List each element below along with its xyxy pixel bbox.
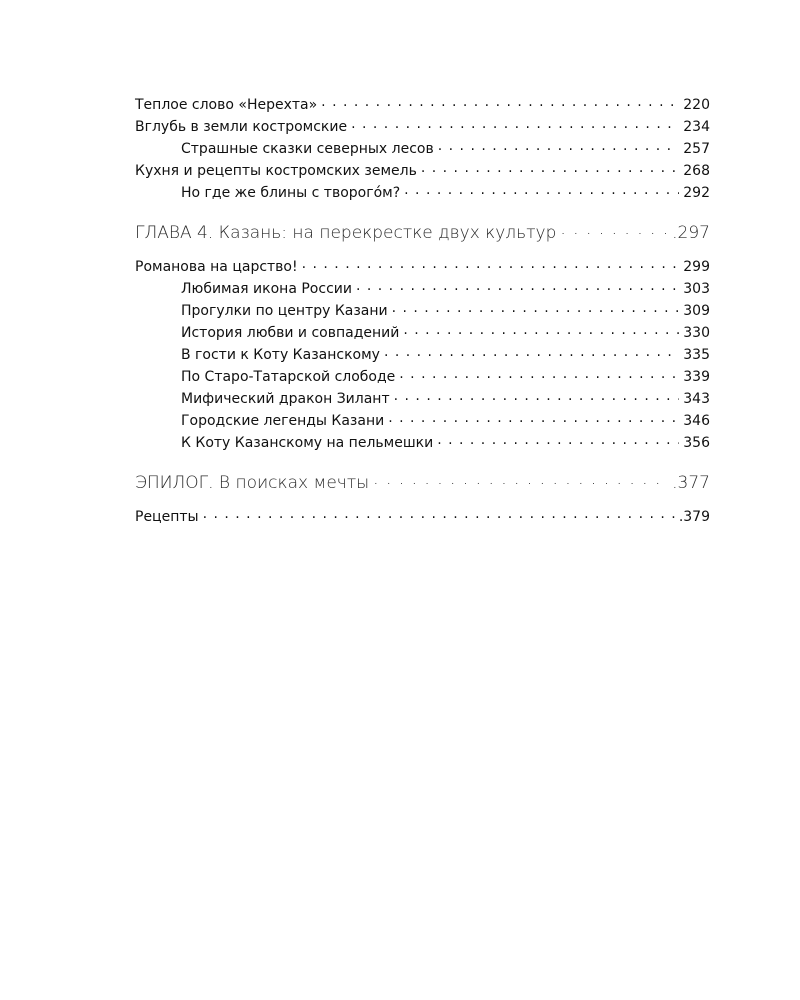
toc-entry-title: К Коту Казанскому на пельмешки (181, 435, 434, 451)
dot-leader (399, 367, 679, 381)
spacer (135, 454, 710, 468)
dot-leader (351, 117, 679, 131)
toc-entry-page: 343 (683, 391, 710, 407)
dot-leader (302, 257, 680, 271)
toc-entry (135, 94, 710, 116)
dot-leader (203, 507, 675, 521)
dot-leader (392, 301, 680, 315)
dot-leader (394, 389, 680, 403)
toc-entry (135, 160, 710, 182)
table-of-contents (135, 94, 710, 528)
toc-entry-page: 303 (683, 281, 710, 297)
toc-entry-title: Страшные сказки северных лесов (181, 141, 434, 157)
toc-entry-title: В гости к Коту Казанскому (181, 347, 380, 363)
toc-entry-title: Любимая икона России (181, 281, 352, 297)
toc-subentry (135, 388, 710, 410)
epilogue-page: .377 (672, 473, 710, 493)
chapter-title: ГЛАВА 4. Казань: на перекрестке двух культур (135, 223, 557, 243)
toc-entry (135, 256, 710, 278)
toc-entry-page: 330 (683, 325, 710, 341)
recipes-page: .379 (678, 509, 710, 525)
dot-leader (404, 183, 679, 197)
toc-entry-page: 339 (683, 369, 710, 385)
toc-entry-title: Теплое слово «Нерехта» (135, 97, 318, 113)
toc-entry-title: Но где же блины с творогóм? (181, 185, 401, 201)
toc-entry-page: 257 (683, 141, 710, 157)
toc-entry-page: 335 (683, 347, 710, 363)
spacer (135, 248, 710, 256)
toc-subentry (135, 138, 710, 160)
toc-subentry (135, 300, 710, 322)
dot-leader (384, 345, 679, 359)
epilogue-title: ЭПИЛОГ. В поисках мечты (135, 473, 370, 493)
dot-leader (421, 161, 679, 175)
toc-subentry (135, 432, 710, 454)
toc-subentry (135, 182, 710, 204)
toc-epilogue-heading (135, 468, 710, 498)
toc-entry (135, 116, 710, 138)
toc-entry (135, 506, 710, 528)
dot-leader (321, 95, 679, 109)
toc-subentry (135, 366, 710, 388)
toc-subentry (135, 322, 710, 344)
toc-subentry (135, 278, 710, 300)
toc-entry-title: Прогулки по центру Казани (181, 303, 388, 319)
toc-entry-title: Вглубь в земли костромские (135, 119, 348, 135)
toc-chapter-heading (135, 218, 710, 248)
spacer (135, 498, 710, 506)
toc-entry-page: 309 (683, 303, 710, 319)
toc-entry-title: Мифический дракон Зилант (181, 391, 390, 407)
spacer (135, 204, 710, 218)
toc-entry-title: По Старо-Татарской слободе (181, 369, 396, 385)
toc-subentry (135, 344, 710, 366)
toc-entry-page: 356 (683, 435, 710, 451)
toc-entry-page: 220 (683, 97, 710, 113)
toc-entry-page: 234 (683, 119, 710, 135)
dot-leader (373, 471, 668, 488)
dot-leader (356, 279, 679, 293)
toc-entry-page: 299 (683, 259, 710, 275)
toc-entry-page: 292 (683, 185, 710, 201)
toc-entry-title: Кухня и рецепты костромских земель (135, 163, 417, 179)
toc-subentry (135, 410, 710, 432)
recipes-title: Рецепты (135, 509, 199, 525)
toc-entry-title: Городские легенды Казани (181, 413, 385, 429)
toc-entry-page: 268 (683, 163, 710, 179)
dot-leader (388, 411, 679, 425)
dot-leader (438, 139, 680, 153)
chapter-page: .297 (672, 223, 710, 243)
dot-leader (403, 323, 679, 337)
dot-leader (437, 433, 679, 447)
toc-entry-title: История любви и совпадений (181, 325, 400, 341)
dot-leader (560, 221, 668, 238)
toc-entry-page: 346 (683, 413, 710, 429)
toc-entry-title: Романова на царство! (135, 259, 298, 275)
